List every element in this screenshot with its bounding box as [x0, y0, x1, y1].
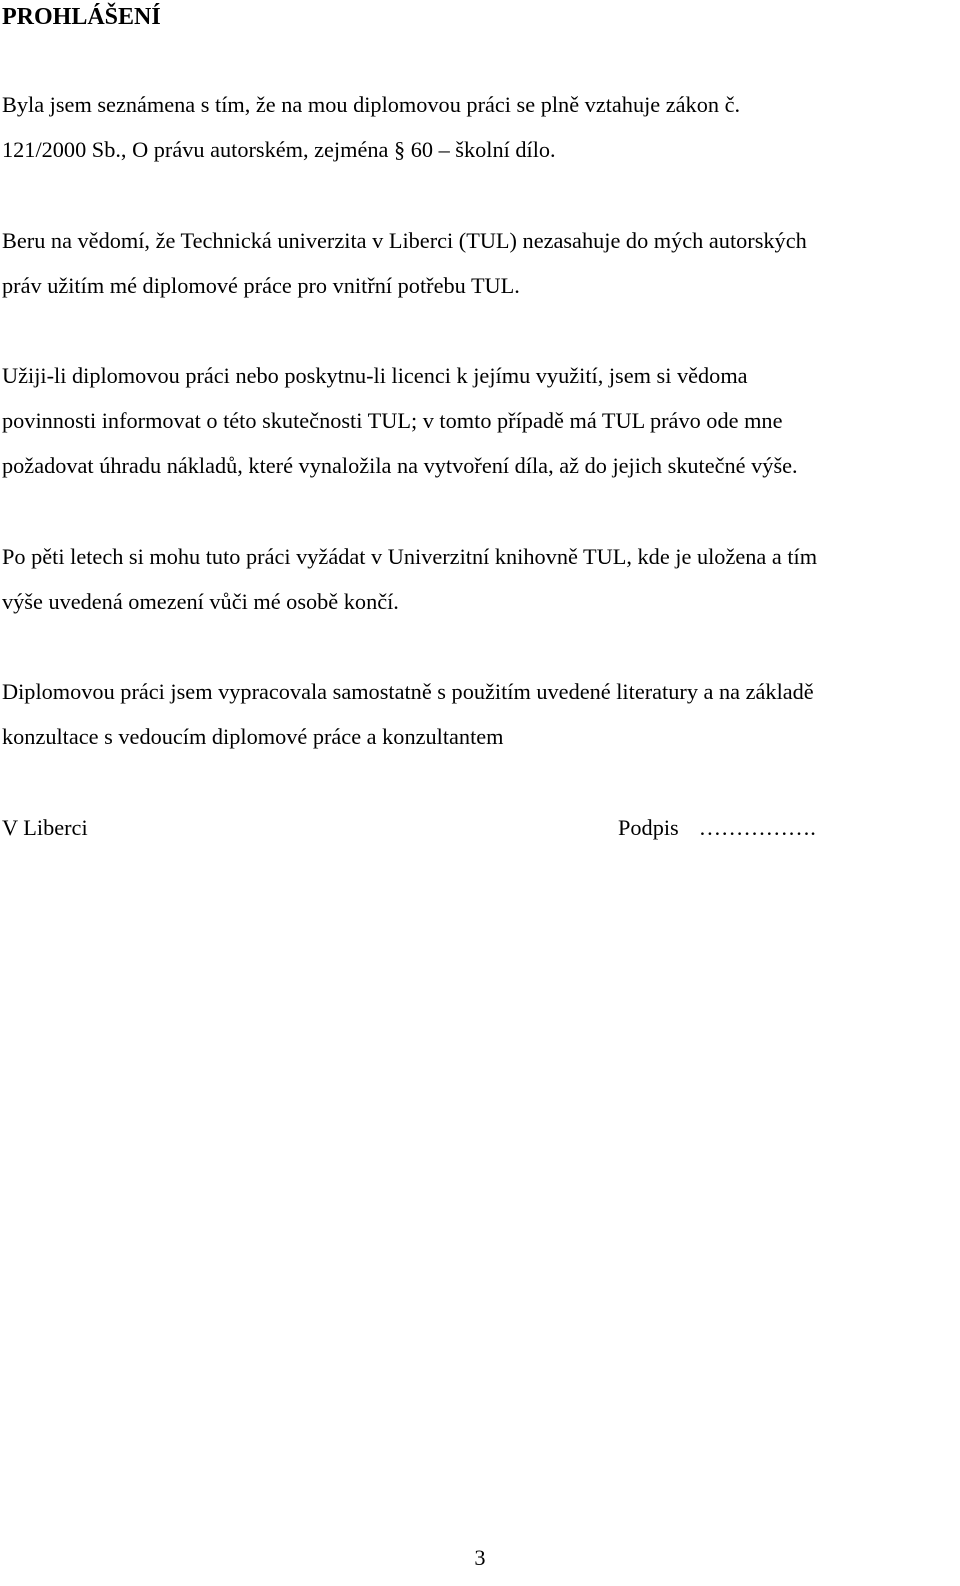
paragraph-library-deposit — [2, 534, 957, 624]
paragraph-line: Po pěti letech si mohu tuto práci vyžádat v Univerzitní knihovně TUL, kde je uložena a tím — [2, 544, 818, 569]
paragraph-line: Byla jsem seznámena s tím, že na mou diplomovou práci se plně vztahuje zákon č. — [2, 92, 741, 117]
paragraph-license-obligation — [2, 353, 957, 488]
paragraph-line: 121/2000 Sb., O právu autorském, zejména § 60 – školní dílo. — [2, 137, 556, 162]
paragraph-line: konzultace s vedoucím diplomové práce a konzultantem — [2, 724, 504, 749]
page-number: 3 — [474, 1545, 486, 1570]
signature-label: Podpis — [618, 815, 679, 840]
paragraph-line: práv užitím mé diplomové práce pro vnitřní potřebu TUL. — [2, 273, 520, 298]
paragraph-line: Beru na vědomí, že Technická univerzita v Liberci (TUL) nezasahuje do mých autorských — [2, 228, 807, 253]
paragraph-line: výše uvedená omezení vůči mé osobě končí. — [2, 589, 399, 614]
paragraph-copyright-law — [2, 82, 957, 172]
page-title: PROHLÁŠENÍ — [2, 4, 161, 30]
paragraph-line: Užiji-li diplomovou práci nebo poskytnu-li licenci k jejímu využití, jsem si vědoma — [2, 363, 748, 388]
signature-line: ……………. — [698, 815, 816, 840]
paragraph-line: požadovat úhradu nákladů, které vynaložila na vytvoření díla, až do jejich skutečné výše. — [2, 453, 798, 478]
paragraph-tul-rights — [2, 218, 957, 308]
paragraph-line: povinnosti informovat o této skutečnosti TUL; v tomto případě má TUL právo ode mne — [2, 408, 783, 433]
paragraph-independent-work — [2, 669, 957, 759]
paragraph-line: Diplomovou práci jsem vypracovala samostatně s použitím uvedené literatury a na základě — [2, 679, 814, 704]
signature-place: V Liberci — [2, 815, 88, 840]
signature-block — [0, 805, 960, 850]
signature-field — [618, 805, 816, 850]
